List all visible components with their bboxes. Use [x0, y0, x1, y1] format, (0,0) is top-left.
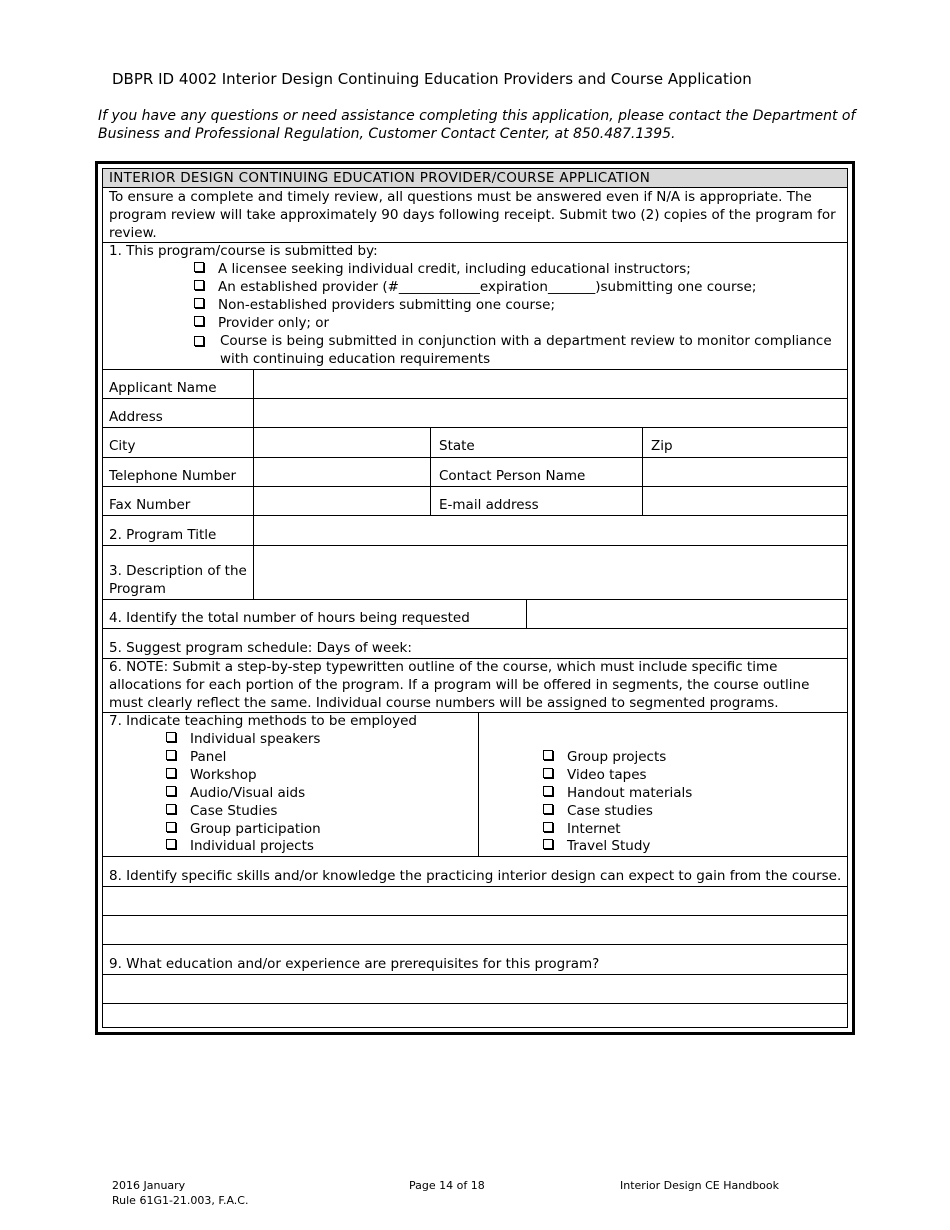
zip-field[interactable] [643, 428, 848, 457]
city-field[interactable] [254, 428, 430, 457]
document-title: DBPR ID 4002 Interior Design Continuing Education Providers and Course Application [112, 70, 752, 88]
checkbox-icon[interactable] [166, 822, 176, 832]
footer-page-number: Page 14 of 18 [409, 1179, 485, 1192]
q1-option-provider-only[interactable]: Provider only; or [194, 314, 329, 332]
footer-date: 2016 January [112, 1179, 186, 1192]
city-label: City [109, 438, 136, 454]
q1-option-established[interactable]: An established provider (#____________expiration_______)submitting one course; [194, 278, 756, 296]
checkbox-icon[interactable] [166, 804, 176, 814]
email-label: E-mail address [439, 497, 539, 513]
q1-option-non-established[interactable]: Non-established providers submitting one course; [194, 296, 555, 314]
method-group-projects[interactable]: Group projects [543, 748, 666, 766]
contact-person-field[interactable] [643, 458, 848, 486]
checkbox-icon[interactable] [194, 298, 204, 308]
method-individual-speakers[interactable]: Individual speakers [166, 730, 320, 748]
checkbox-icon[interactable] [194, 280, 204, 290]
fax-field[interactable] [254, 487, 430, 515]
q9-label: 9. What education and/or experience are prerequisites for this program? [109, 956, 600, 972]
checkbox-icon[interactable] [166, 786, 176, 796]
form-table: INTERIOR DESIGN CONTINUING EDUCATION PROVIDER/COURSE APPLICATION To ensure a complete and timely review, all questions must be answered even if N/A is appropriate. The program review will take approximately 90 days following receipt. Submit two (2) copies of the program for review. 1. This program/course is submitted by: A licensee seeking individual credit, including educational instructors; An established provider (#____________expiration_______)submitting one course; Non-established providers submitting one course; Provider only; or Course is being submitted in conjunction with a department review to monitor compliance with continuing education requirements Applicant Name Address City State Zip Telephone Number Contact Person Name Fax Number E-mail address 2. Program Title 3. Description of the Program 4. Identify the total number of hours being requested 5. Suggest program schedule: Days of week: 6. NOTE: Submit a step-by-step typewritten outline of the course, which must include specific time allocations for each portion of the program. If a program will be offered in segments, the course outline must clearly reflect the same. Individual course numbers will be assigned to segmented programs. 7. Indicate teaching methods to be employed Individual speakers Panel Workshop Audio/Visual aids Case Studies Group participation Individual projects Group projects Video tapes Handout materials Case studies Internet Travel Study 8. Identify specific skills and/or knowledge the practicing interior design can expect to gain from the course. 9. What education and/or experience are prerequisites for this program? [102, 168, 848, 1028]
checkbox-icon[interactable] [543, 839, 553, 849]
method-group-participation[interactable]: Group participation [166, 820, 321, 838]
checkbox-icon[interactable] [166, 750, 176, 760]
checkbox-icon[interactable] [194, 316, 204, 326]
q8-answer-line-2[interactable] [103, 916, 847, 944]
applicant-name-field[interactable] [254, 370, 848, 398]
telephone-label: Telephone Number [109, 468, 237, 484]
checkbox-icon[interactable] [543, 750, 553, 760]
telephone-field[interactable] [254, 458, 430, 486]
program-title-field[interactable] [254, 516, 848, 544]
email-field[interactable] [643, 487, 848, 515]
footer-rule: Rule 61G1-21.003, F.A.C. [112, 1194, 249, 1207]
checkbox-icon[interactable] [166, 839, 176, 849]
method-video-tapes[interactable]: Video tapes [543, 766, 647, 784]
hours-requested-field[interactable] [527, 600, 848, 628]
contact-person-label: Contact Person Name [439, 468, 586, 484]
q1-label: 1. This program/course is submitted by: [109, 243, 378, 259]
method-handout-materials[interactable]: Handout materials [543, 784, 692, 802]
q1-option-licensee[interactable]: A licensee seeking individual credit, including educational instructors; [194, 260, 691, 278]
method-case-studies[interactable]: Case Studies [166, 802, 277, 820]
q9-answer-line-2[interactable] [103, 1004, 847, 1028]
method-internet[interactable]: Internet [543, 820, 621, 838]
method-audio-visual[interactable]: Audio/Visual aids [166, 784, 305, 802]
method-case-studies-2[interactable]: Case studies [543, 802, 653, 820]
program-description-field[interactable] [254, 546, 848, 598]
q6-note: 6. NOTE: Submit a step-by-step typewritten outline of the course, which must include specific time allocations for each portion of the program. If a program will be offered in segments, the course outline must clearly reflect the same. Individual course numbers will be assigned to segmented programs. [109, 659, 810, 711]
checkbox-icon[interactable] [166, 732, 176, 742]
application-form [95, 161, 855, 1035]
checkbox-icon[interactable] [543, 804, 553, 814]
checkbox-icon[interactable] [543, 786, 553, 796]
checkbox-icon[interactable] [543, 822, 553, 832]
contact-intro: If you have any questions or need assistance completing this application, please contact the Department of Business and Professional Regulation, Customer Contact Center, at 850.487.1395. [98, 108, 856, 142]
q4-label: 4. Identify the total number of hours being requested [109, 610, 470, 626]
method-travel-study[interactable]: Travel Study [543, 837, 650, 855]
q5-label: 5. Suggest program schedule: Days of week: [109, 640, 412, 656]
zip-label: Zip [651, 438, 673, 454]
footer-handbook: Interior Design CE Handbook [620, 1179, 780, 1192]
checkbox-icon[interactable] [194, 262, 204, 272]
q2-label: 2. Program Title [109, 527, 217, 543]
form-section-title: INTERIOR DESIGN CONTINUING EDUCATION PROVIDER/COURSE APPLICATION [109, 170, 651, 186]
instructions-text: To ensure a complete and timely review, all questions must be answered even if N/A is appropriate. The program review will take approximately 90 days following receipt. Submit two (2) copies of the program for review. [109, 189, 836, 241]
method-panel[interactable]: Panel [166, 748, 226, 766]
state-label: State [439, 438, 475, 454]
q7-label: 7. Indicate teaching methods to be employed [109, 713, 418, 729]
q8-answer-line-1[interactable] [103, 887, 847, 915]
checkbox-icon[interactable] [166, 768, 176, 778]
method-workshop[interactable]: Workshop [166, 766, 257, 784]
q3-label: 3. Description of the Program [109, 563, 247, 597]
checkbox-icon[interactable] [543, 768, 553, 778]
fax-label: Fax Number [109, 497, 191, 513]
q9-answer-line-1[interactable] [103, 975, 847, 1003]
address-field[interactable] [254, 399, 848, 427]
applicant-name-label: Applicant Name [109, 380, 217, 396]
q8-label: 8. Identify specific skills and/or knowledge the practicing interior design can expect to gain from the course. [109, 868, 842, 884]
address-label: Address [109, 409, 163, 425]
method-individual-projects[interactable]: Individual projects [166, 837, 314, 855]
checkbox-icon[interactable] [194, 336, 204, 346]
form-section-header [103, 169, 847, 187]
